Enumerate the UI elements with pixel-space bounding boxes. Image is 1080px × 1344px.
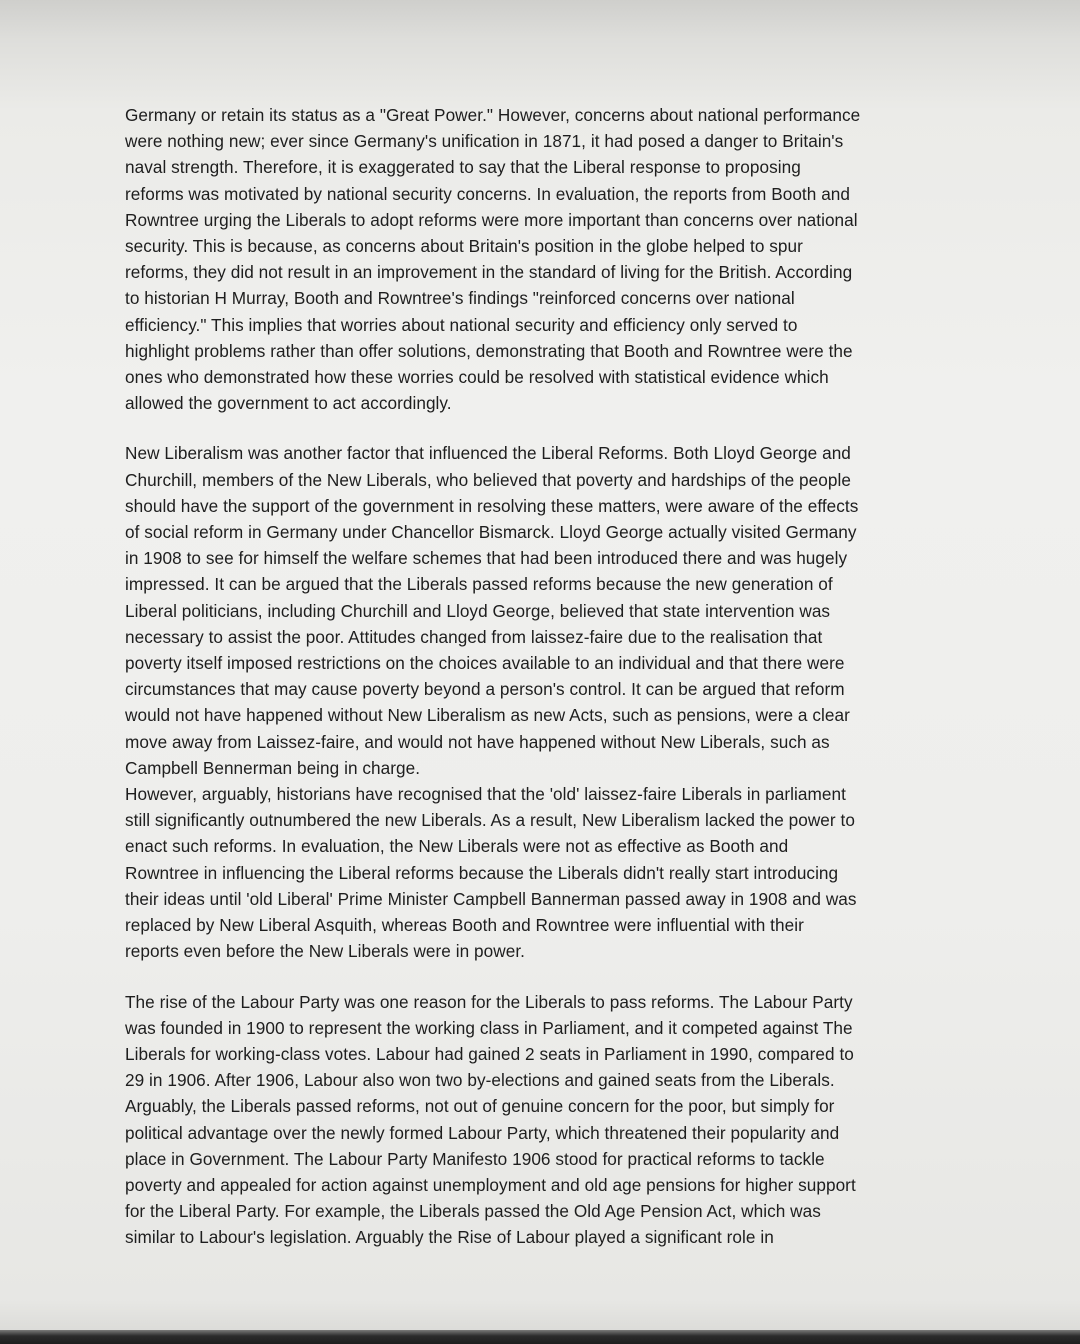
document-body <box>125 102 955 1251</box>
paragraph-national-efficiency: Germany or retain its status as a "Great Power." However, concerns about national performance were nothing new; ever since Germany's unification in 1871, it had posed a danger to Britain's naval strength. Therefore, it is exaggerated to say that the Liberal response to proposing reforms was motivated by national security concerns. In evaluation, the reports from Booth and Rowntree urging the Liberals to adopt reforms were more important than concerns over national security. This is because, as concerns about Britain's position in the globe helped to spur reforms, they did not result in an improvement in the standard of living for the British. According to historian H Murray, Booth and Rowntree's findings "reinforced concerns over national efficiency." This implies that worries about national security and efficiency only served to highlight problems rather than offer solutions, demonstrating that Booth and Rowntree were the ones who demonstrated how these worries could be resolved with statistical evidence which allowed the government to act accordingly. <box>125 105 861 414</box>
paragraph-old-liberals-counterargument: However, arguably, historians have recognised that the 'old' laissez-faire Liberals in parliament still significantly outnumbered the new Liberals. As a result, New Liberalism lacked the power to enact such reforms. In evaluation, the New Liberals were not as effective as Booth and Rowntree in influencing the Liberal reforms because the Liberals didn't really start introducing their ideas until 'old Liberal' Prime Minister Campbell Bannerman passed away in 1908 and was replaced by New Liberal Asquith, whereas Booth and Rowntree were influential with their reports even before the New Liberals were in power. <box>125 784 857 962</box>
scan-bottom-edge <box>0 1330 1080 1344</box>
paragraph-new-liberalism: New Liberalism was another factor that influenced the Liberal Reforms. Both Lloyd George and Churchill, members of the New Liberals, who believed that poverty and hardships of the people should have the support of the government in resolving these matters, were aware of the effects of social reform in Germany under Chancellor Bismarck. Lloyd George actually visited Germany in 1908 to see for himself the welfare schemes that had been introduced there and was hugely impressed. It can be argued that the Liberals passed reforms because the new generation of Liberal politicians, including Churchill and Lloyd George, believed that state intervention was necessary to assist the poor. Attitudes changed from laissez-faire due to the realisation that poverty itself imposed restrictions on the choices available to an individual and that there were circumstances that may cause poverty beyond a person's control. It can be argued that reform would not have happened without New Liberalism as new Acts, such as pensions, were a clear move away from Laissez-faire, and would not have happened without New Liberals, such as Campbell Bennerman being in charge. <box>125 443 859 778</box>
paragraph-rise-of-labour: The rise of the Labour Party was one reason for the Liberals to pass reforms. The Labour Party was founded in 1900 to represent the working class in Parliament, and it competed against The Liberals for working-class votes. Labour had gained 2 seats in Parliament in 1990, compared to 29 in 1906. After 1906, Labour also won two by-elections and gained seats from the Liberals. Arguably, the Liberals passed reforms, not out of genuine concern for the poor, but simply for political advantage over the newly formed Labour Party, which threatened their popularity and place in Government. The Labour Party Manifesto 1906 stood for practical reforms to tackle poverty and appealed for action against unemployment and old age pensions for higher support for the Liberal Party. For example, the Liberals passed the Old Age Pension Act, which was similar to Labour's legislation. Arguably the Rise of Labour played a significant role in <box>125 991 856 1248</box>
